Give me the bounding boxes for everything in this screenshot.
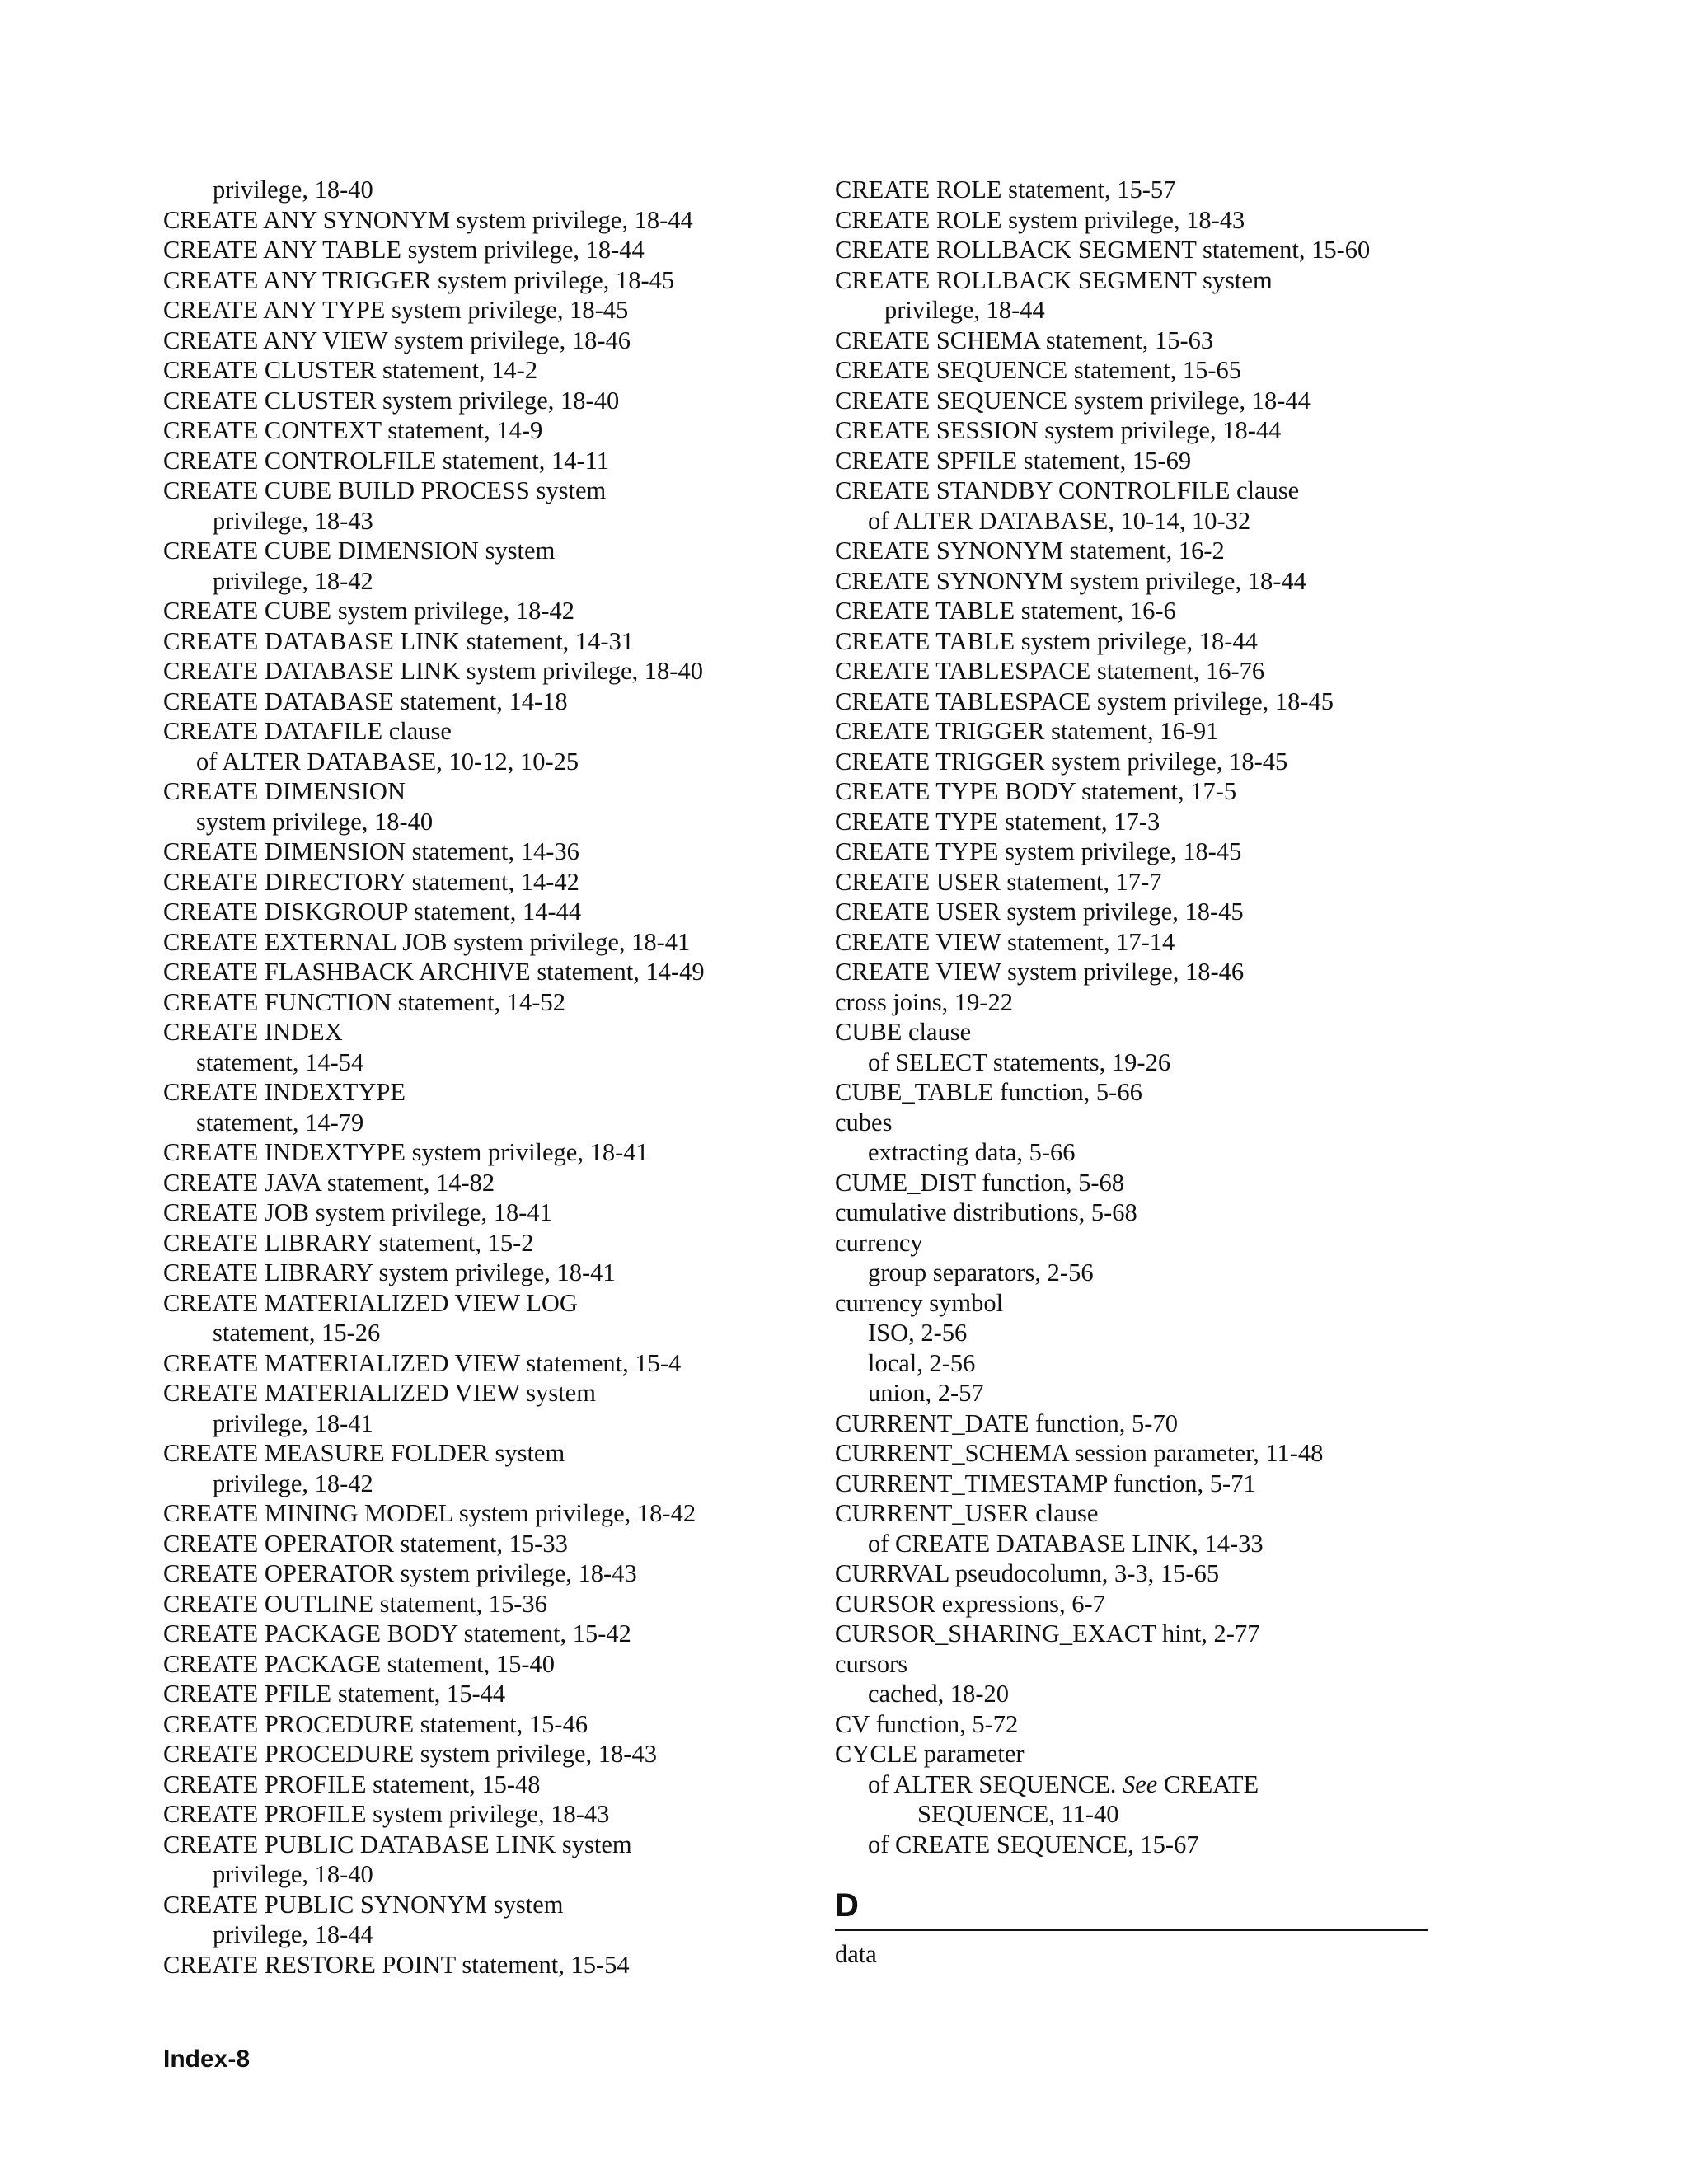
index-entry: extracting data, 5-66 — [868, 1138, 1076, 1166]
index-entry: CREATE CUBE BUILD PROCESS system — [163, 476, 607, 504]
index-entry: CREATE PROFILE system privilege, 18-43 — [163, 1800, 610, 1828]
index-entry: CREATE ROLE statement, 15-57 — [835, 176, 1176, 204]
index-entry: CREATE PUBLIC DATABASE LINK system — [163, 1830, 632, 1858]
index-entry: CREATE ANY VIEW system privilege, 18-46 — [163, 326, 631, 354]
index-entry: CUBE clause — [835, 1018, 972, 1046]
index-entry: CREATE MATERIALIZED VIEW LOG — [163, 1288, 578, 1317]
index-entry: CREATE STANDBY CONTROLFILE clause — [835, 476, 1300, 504]
index-entry: CREATE DATAFILE clause — [163, 717, 452, 745]
index-entry: privilege, 18-42 — [213, 1469, 373, 1497]
index-entry: CREATE TRIGGER system privilege, 18-45 — [835, 747, 1288, 776]
index-entry: of CREATE DATABASE LINK, 14-33 — [868, 1529, 1264, 1558]
index-entry: CURRENT_USER clause — [835, 1499, 1099, 1527]
index-entry: CUME_DIST function, 5-68 — [835, 1168, 1125, 1197]
index-entry: of SELECT statements, 19-26 — [868, 1047, 1171, 1076]
index-entry: CUBE_TABLE function, 5-66 — [835, 1078, 1142, 1106]
index-entry: CREATE JOB system privilege, 18-41 — [163, 1198, 552, 1226]
index-entry: CREATE ANY SYNONYM system privilege, 18-44 — [163, 205, 693, 234]
index-entry: CREATE INDEXTYPE system privilege, 18-41 — [163, 1138, 649, 1166]
index-entry: CREATE SEQUENCE system privilege, 18-44 — [835, 386, 1311, 415]
index-entry: statement, 14-79 — [196, 1108, 364, 1137]
index-entry: CREATE DIMENSION — [163, 777, 406, 805]
index-entry: cursors — [835, 1649, 908, 1678]
index-entry: CREATE SYNONYM statement, 16-2 — [835, 537, 1225, 565]
index-entry: data — [835, 1940, 877, 1968]
index-entry: CREATE SPFILE statement, 15-69 — [835, 446, 1192, 475]
index-entry: CREATE PACKAGE statement, 15-40 — [163, 1649, 555, 1678]
index-entry: CREATE VIEW system privilege, 18-46 — [835, 958, 1245, 986]
section-heading-d: D — [835, 1886, 1428, 1931]
index-entry: ISO, 2-56 — [868, 1319, 968, 1347]
index-entry: CREATE INDEXTYPE — [163, 1078, 406, 1106]
index-entry: CREATE CUBE system privilege, 18-42 — [163, 597, 574, 625]
index-entry: CREATE MATERIALIZED VIEW statement, 15-4 — [163, 1348, 682, 1377]
index-entry: union, 2-57 — [868, 1379, 984, 1407]
index-entry: privilege, 18-43 — [213, 506, 373, 535]
index-entry: CREATE USER system privilege, 18-45 — [835, 898, 1244, 926]
index-entry: system privilege, 18-40 — [196, 807, 434, 836]
index-entry: CREATE LIBRARY system privilege, 18-41 — [163, 1258, 616, 1286]
index-entry: privilege, 18-44 — [884, 296, 1045, 324]
index-entry: CREATE USER statement, 17-7 — [835, 867, 1162, 896]
index-entry: CREATE PACKAGE BODY statement, 15-42 — [163, 1619, 631, 1647]
index-entry: CURSOR expressions, 6-7 — [835, 1589, 1105, 1618]
index-entry: CREATE TABLE statement, 16-6 — [835, 597, 1176, 625]
index-entry: CREATE SYNONYM system privilege, 18-44 — [835, 566, 1306, 595]
index-entry: CREATE VIEW statement, 17-14 — [835, 927, 1175, 956]
index-entry: CYCLE parameter — [835, 1740, 1025, 1768]
index-entry: CREATE LIBRARY statement, 15-2 — [163, 1228, 534, 1257]
index-entry: SEQUENCE, 11-40 — [917, 1800, 1119, 1828]
index-entry: CREATE CLUSTER statement, 14-2 — [163, 356, 538, 384]
index-entry: CREATE MATERIALIZED VIEW system — [163, 1379, 596, 1407]
index-entry: CREATE DATABASE LINK statement, 14-31 — [163, 626, 635, 655]
index-entry: statement, 14-54 — [196, 1047, 364, 1076]
index-entry: of ALTER DATABASE, 10-14, 10-32 — [868, 506, 1251, 535]
index-entry: CREATE ROLE system privilege, 18-43 — [835, 205, 1245, 234]
index-entry: CREATE OUTLINE statement, 15-36 — [163, 1589, 547, 1618]
index-entry: CREATE MEASURE FOLDER system — [163, 1439, 565, 1467]
index-entry: CREATE PUBLIC SYNONYM system — [163, 1890, 564, 1919]
index-entry: CREATE DIRECTORY statement, 14-42 — [163, 867, 579, 896]
index-entry: CREATE CONTROLFILE statement, 14-11 — [163, 446, 610, 475]
index-entry: CREATE TYPE statement, 17-3 — [835, 807, 1160, 836]
index-entry: CREATE CUBE DIMENSION system — [163, 537, 556, 565]
index-entry: CREATE PROCEDURE statement, 15-46 — [163, 1709, 588, 1738]
index-entry: CREATE DATABASE LINK system privilege, 18-40 — [163, 657, 703, 685]
index-entry: CREATE INDEX — [163, 1018, 343, 1046]
index-entry: CREATE TABLESPACE system privilege, 18-45 — [835, 687, 1334, 715]
index-entry: CREATE TABLE system privilege, 18-44 — [835, 626, 1258, 655]
index-entry: CURRENT_DATE function, 5-70 — [835, 1408, 1178, 1437]
index-entry: CREATE TRIGGER statement, 16-91 — [835, 717, 1219, 745]
index-entry: CREATE ROLLBACK SEGMENT system — [835, 265, 1273, 294]
index-entry: cubes — [835, 1108, 893, 1137]
index-entry: CV function, 5-72 — [835, 1709, 1019, 1738]
index-entry: CREATE CLUSTER system privilege, 18-40 — [163, 386, 620, 415]
index-entry: currency symbol — [835, 1288, 1004, 1317]
index-entry: group separators, 2-56 — [868, 1258, 1094, 1286]
index-entry: local, 2-56 — [868, 1348, 976, 1377]
index-entry: CREATE MINING MODEL system privilege, 18-42 — [163, 1499, 696, 1527]
index-entry: CREATE OPERATOR system privilege, 18-43 — [163, 1559, 637, 1587]
index-entry: privilege, 18-40 — [213, 176, 373, 204]
index-entry: CURSOR_SHARING_EXACT hint, 2-77 — [835, 1619, 1260, 1647]
index-entry: currency — [835, 1228, 923, 1257]
index-entry: CREATE EXTERNAL JOB system privilege, 18-41 — [163, 927, 691, 956]
index-entry: CURRVAL pseudocolumn, 3-3, 15-65 — [835, 1559, 1220, 1587]
index-entry: CREATE DIMENSION statement, 14-36 — [163, 837, 579, 865]
index-entry: CREATE PROCEDURE system privilege, 18-43 — [163, 1740, 657, 1768]
index-entry: CREATE TYPE BODY statement, 17-5 — [835, 777, 1237, 805]
index-entry: statement, 15-26 — [213, 1319, 381, 1347]
index-entry: privilege, 18-42 — [213, 566, 373, 595]
index-entry: CREATE FUNCTION statement, 14-52 — [163, 987, 565, 1016]
index-entry: CREATE SEQUENCE statement, 15-65 — [835, 356, 1242, 384]
index-entry: CREATE ROLLBACK SEGMENT statement, 15-60 — [835, 236, 1371, 264]
index-entry: privilege, 18-40 — [213, 1860, 373, 1888]
page-number: Index-8 — [163, 2046, 251, 2073]
index-entry: CREATE SCHEMA statement, 15-63 — [835, 326, 1214, 354]
index-entry: of ALTER SEQUENCE. See CREATE — [868, 1769, 1259, 1798]
index-entry: CREATE TABLESPACE statement, 16-76 — [835, 657, 1265, 685]
index-entry: CREATE RESTORE POINT statement, 15-54 — [163, 1950, 630, 1979]
index-entry: CURRENT_TIMESTAMP function, 5-71 — [835, 1469, 1256, 1497]
index-entry: CREATE JAVA statement, 14-82 — [163, 1168, 495, 1197]
index-entry: cumulative distributions, 5-68 — [835, 1198, 1137, 1226]
index-entry: CREATE ANY TABLE system privilege, 18-44 — [163, 236, 645, 264]
index-column-left — [163, 175, 823, 1980]
index-entry: privilege, 18-41 — [213, 1408, 373, 1437]
index-entry: CURRENT_SCHEMA session parameter, 11-48 — [835, 1439, 1324, 1467]
index-entry: privilege, 18-44 — [213, 1920, 373, 1948]
index-column-right — [835, 175, 1428, 1970]
index-entry: CREATE PROFILE statement, 15-48 — [163, 1769, 541, 1798]
index-entry: CREATE FLASHBACK ARCHIVE statement, 14-49 — [163, 958, 705, 986]
index-entry: CREATE CONTEXT statement, 14-9 — [163, 416, 543, 444]
index-entry: CREATE PFILE statement, 15-44 — [163, 1680, 506, 1708]
index-entry: CREATE ANY TYPE system privilege, 18-45 — [163, 296, 629, 324]
index-entry: CREATE SESSION system privilege, 18-44 — [835, 416, 1282, 444]
index-entry: of ALTER DATABASE, 10-12, 10-25 — [196, 747, 579, 776]
index-entry: of CREATE SEQUENCE, 15-67 — [868, 1830, 1199, 1858]
index-entry: CREATE OPERATOR statement, 15-33 — [163, 1529, 568, 1558]
index-entry: cross joins, 19-22 — [835, 987, 1014, 1016]
index-entry: CREATE ANY TRIGGER system privilege, 18-45 — [163, 265, 675, 294]
index-entry: CREATE TYPE system privilege, 18-45 — [835, 837, 1242, 865]
index-entry: cached, 18-20 — [868, 1680, 1010, 1708]
index-entry: CREATE DATABASE statement, 14-18 — [163, 687, 568, 715]
index-entry: CREATE DISKGROUP statement, 14-44 — [163, 898, 582, 926]
